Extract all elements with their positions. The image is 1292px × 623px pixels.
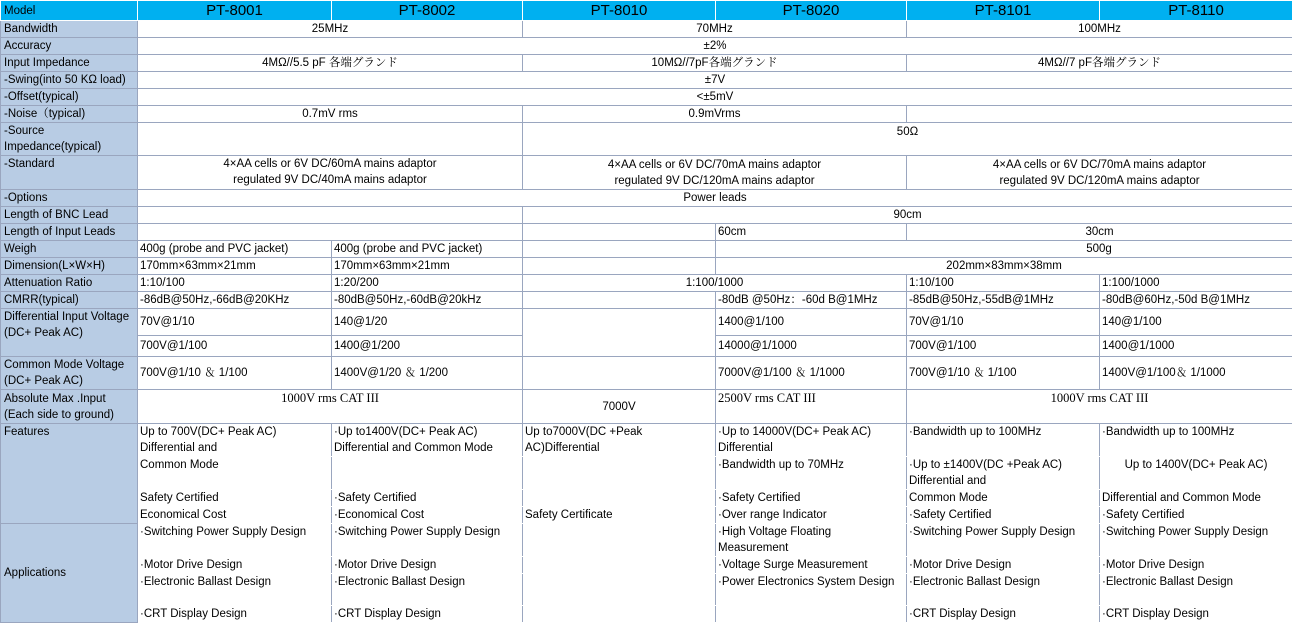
cell: 1:20/200: [332, 275, 523, 292]
cell: 0.9mVrms: [523, 106, 907, 123]
cell: 500g: [716, 241, 1292, 258]
cell: ·CRT Display Design: [332, 606, 523, 623]
cell: ·CRT Display Design: [1100, 606, 1292, 623]
cell: Up to 1400V(DC+ Peak AC): [1100, 457, 1292, 490]
row-label: -Options: [1, 190, 138, 207]
row-features-2: [1, 457, 1292, 490]
cell: [523, 557, 716, 574]
cell: 170mm×63mm×21mm: [332, 258, 523, 275]
model-pt-8001: PT-8001: [138, 1, 332, 21]
cell: [523, 224, 716, 241]
cell: 202mm×83mm×38mm: [716, 258, 1292, 275]
cell: ·Economical Cost: [332, 507, 523, 524]
row-dimension: [1, 258, 1292, 275]
cell: 1:10/100: [907, 275, 1100, 292]
cell: 70V@1/10: [907, 309, 1100, 336]
cell: ·Switching Power Supply Design: [332, 524, 523, 557]
row-label: Common Mode Voltage (DC+ Peak AC): [1, 357, 138, 390]
cell: [332, 457, 523, 490]
model-pt-8020: PT-8020: [716, 1, 907, 21]
cell-line: regulated 9V DC/120mA mains adaptor: [525, 173, 904, 189]
row-label: -Offset(typical): [1, 89, 138, 106]
cell: ·Up to 14000V(DC+ Peak AC) Differential: [716, 424, 907, 457]
cell: 1400@1/200: [332, 336, 523, 357]
cell: -85dB@50Hz,-55dB@1MHz: [907, 292, 1100, 309]
cell: 7000V@1/100 ＆ 1/1000: [716, 357, 907, 390]
cell: ·Motor Drive Design: [138, 557, 332, 574]
cell: 1000V rms CAT III: [907, 390, 1292, 424]
row-source-impedance: [1, 123, 1292, 156]
row-label: -Standard: [1, 156, 138, 190]
row-label: Attenuation Ratio: [1, 275, 138, 292]
cell: [523, 241, 716, 258]
model-pt-8010: PT-8010: [523, 1, 716, 21]
row-input-leads: [1, 224, 1292, 241]
row-label: CMRR(typical): [1, 292, 138, 309]
cell: -80dB@60Hz,-50d B@1MHz: [1100, 292, 1292, 309]
row-features-3: [1, 490, 1292, 507]
cell: ·CRT Display Design: [907, 606, 1100, 623]
cell: ·Safety Certified: [332, 490, 523, 507]
cell: [523, 490, 716, 507]
cell: 400g (probe and PVC jacket): [332, 241, 523, 258]
cell: 60cm: [716, 224, 907, 241]
cell-line: 4×AA cells or 6V DC/70mA mains adaptor: [909, 157, 1290, 173]
cell: ·Over range Indicator: [716, 507, 907, 524]
cell: 14000@1/1000: [716, 336, 907, 357]
cell: ±7V: [138, 72, 1292, 89]
cell-line: regulated 9V DC/40mA mains adaptor: [140, 172, 520, 188]
cell: ·Motor Drive Design: [332, 557, 523, 574]
model-pt-8110: PT-8110: [1100, 1, 1292, 21]
cell: 90cm: [523, 207, 1292, 224]
cell: ·Electronic Ballast Design: [332, 574, 523, 606]
cell: ·Voltage Surge Measurement: [716, 557, 907, 574]
cell: 25MHz: [138, 21, 523, 38]
cell: 100MHz: [907, 21, 1292, 38]
cell: 10MΩ//7pF各端グランド: [523, 55, 907, 72]
cell: [138, 156, 523, 190]
cell: ·High Voltage Floating Measurement: [716, 524, 907, 557]
cell: 170mm×63mm×21mm: [138, 258, 332, 275]
cell: ·Safety Certified: [716, 490, 907, 507]
cell: 70V@1/10: [138, 309, 332, 336]
cell: ·Switching Power Supply Design: [138, 524, 332, 557]
cell: 50Ω: [523, 123, 1292, 156]
cell: [523, 574, 716, 606]
cell: ·CRT Display Design: [138, 606, 332, 623]
model-pt-8101: PT-8101: [907, 1, 1100, 21]
cell: [138, 123, 523, 156]
row-label: Length of BNC Lead: [1, 207, 138, 224]
row-label: Accuracy: [1, 38, 138, 55]
row-label: -Noise（typical): [1, 106, 138, 123]
cell: -86dB@50Hz,-66dB@20KHz: [138, 292, 332, 309]
cell: ·Switching Power Supply Design: [907, 524, 1100, 557]
model-pt-8002: PT-8002: [332, 1, 523, 21]
cell: 700V@1/100: [907, 336, 1100, 357]
cell: ±2%: [138, 38, 1292, 55]
row-label: Bandwidth: [1, 21, 138, 38]
cell: 400g (probe and PVC jacket): [138, 241, 332, 258]
row-applications-1: [1, 524, 1292, 557]
cell: ·Motor Drive Design: [907, 557, 1100, 574]
model-label: Model: [1, 1, 138, 21]
cell: 1:100/1000: [523, 275, 907, 292]
row-label: Differential Input Voltage (DC+ Peak AC): [1, 309, 138, 357]
row-differential-input-a: [1, 309, 1292, 336]
cell: -80dB@50Hz,-60dB@20kHz: [332, 292, 523, 309]
cell: ·Bandwidth up to 100MHz: [907, 424, 1100, 457]
cell: [523, 457, 716, 490]
cell: Differential and Common Mode: [1100, 490, 1292, 507]
cell: Common Mode: [907, 490, 1100, 507]
cell: 140@1/100: [1100, 309, 1292, 336]
cell: 1400V@1/20 ＆ 1/200: [332, 357, 523, 390]
cell: 140@1/20: [332, 309, 523, 336]
cell: 1:10/100: [138, 275, 332, 292]
cell: <±5mV: [138, 89, 1292, 106]
cell: [716, 606, 907, 623]
cell: 1:100/1000: [1100, 275, 1292, 292]
cell: 30cm: [907, 224, 1292, 241]
cell: [523, 524, 716, 557]
cell: Safety Certified: [138, 490, 332, 507]
cell: ·Electronic Ballast Design: [138, 574, 332, 606]
cell: [523, 357, 716, 390]
cell: 2500V rms CAT III: [716, 390, 907, 424]
cell: [523, 156, 907, 190]
row-label: Input Impedance: [1, 55, 138, 72]
row-applications-2: [1, 557, 1292, 574]
cell: Up to 700V(DC+ Peak AC) Differential and: [138, 424, 332, 457]
cell: 0.7mV rms: [138, 106, 523, 123]
cell: ·Safety Certified: [907, 507, 1100, 524]
cell: [523, 292, 716, 309]
row-label: Features: [1, 424, 138, 524]
cell: [138, 207, 523, 224]
cell: ·Bandwidth up to 100MHz: [1100, 424, 1292, 457]
cell: [523, 606, 716, 623]
cell: Common Mode: [138, 457, 332, 490]
row-swing: [1, 72, 1292, 89]
row-options: [1, 190, 1292, 207]
row-attenuation: [1, 275, 1292, 292]
cell: 70MHz: [523, 21, 907, 38]
header-row: [1, 1, 1292, 21]
row-label: -Source Impedance(typical): [1, 123, 138, 156]
row-common-mode: [1, 357, 1292, 390]
row-label: Absolute Max .Input (Each side to ground): [1, 390, 138, 424]
cell: Safety Certificate: [523, 507, 716, 524]
cell: [523, 309, 716, 357]
row-offset: [1, 89, 1292, 106]
cell: ·Power Electronics System Design: [716, 574, 907, 606]
row-label: Applications: [1, 524, 138, 623]
cell: Up to7000V(DC +Peak AC)Differential: [523, 424, 716, 457]
cell: 1000V rms CAT III: [138, 390, 523, 424]
cell: 1400V@1/100＆ 1/1000: [1100, 357, 1292, 390]
cell: 700V@1/10 ＆ 1/100: [907, 357, 1100, 390]
row-bandwidth: [1, 21, 1292, 38]
cell: ·Motor Drive Design: [1100, 557, 1292, 574]
row-absolute-max: [1, 390, 1292, 424]
cell-line: 4×AA cells or 6V DC/60mA mains adaptor: [140, 156, 520, 172]
row-noise: [1, 106, 1292, 123]
cell: ·Bandwidth up to 70MHz: [716, 457, 907, 490]
row-label: Weigh: [1, 241, 138, 258]
cell: [907, 106, 1292, 123]
cell: ·Safety Certified: [1100, 507, 1292, 524]
cell: Economical Cost: [138, 507, 332, 524]
row-applications-4: [1, 606, 1292, 623]
row-features-1: [1, 424, 1292, 457]
cell: ·Switching Power Supply Design: [1100, 524, 1292, 557]
row-accuracy: [1, 38, 1292, 55]
cell: -80dB @50Hz：-60d B@1MHz: [716, 292, 907, 309]
row-bnc-lead: [1, 207, 1292, 224]
row-label: -Swing(into 50 KΩ load): [1, 72, 138, 89]
cell: ·Up to ±1400V(DC +Peak AC) Differential and: [907, 457, 1100, 490]
row-cmrr: [1, 292, 1292, 309]
cell: 1400@1/100: [716, 309, 907, 336]
cell: 4MΩ//7 pF各端グランド: [907, 55, 1292, 72]
cell: ·Up to1400V(DC+ Peak AC) Differential and Common Mode: [332, 424, 523, 457]
cell: ·Electronic Ballast Design: [907, 574, 1100, 606]
cell: Power leads: [138, 190, 1292, 207]
cell: ·Electronic Ballast Design: [1100, 574, 1292, 606]
cell: 1400@1/1000: [1100, 336, 1292, 357]
cell: 4MΩ//5.5 pF 各端グランド: [138, 55, 523, 72]
row-features-4: [1, 507, 1292, 524]
row-label: Dimension(L×W×H): [1, 258, 138, 275]
row-applications-3: [1, 574, 1292, 606]
cell: [523, 258, 716, 275]
row-label: Length of Input Leads: [1, 224, 138, 241]
cell-line: 4×AA cells or 6V DC/70mA mains adaptor: [525, 157, 904, 173]
cell: 700V@1/10 ＆ 1/100: [138, 357, 332, 390]
cell-line: regulated 9V DC/120mA mains adaptor: [909, 173, 1290, 189]
row-input-impedance: [1, 55, 1292, 72]
row-weigh: [1, 241, 1292, 258]
cell: [138, 224, 523, 241]
cell: 700V@1/100: [138, 336, 332, 357]
row-standard: [1, 156, 1292, 190]
cell: 7000V: [523, 390, 716, 424]
cell: [907, 156, 1292, 190]
